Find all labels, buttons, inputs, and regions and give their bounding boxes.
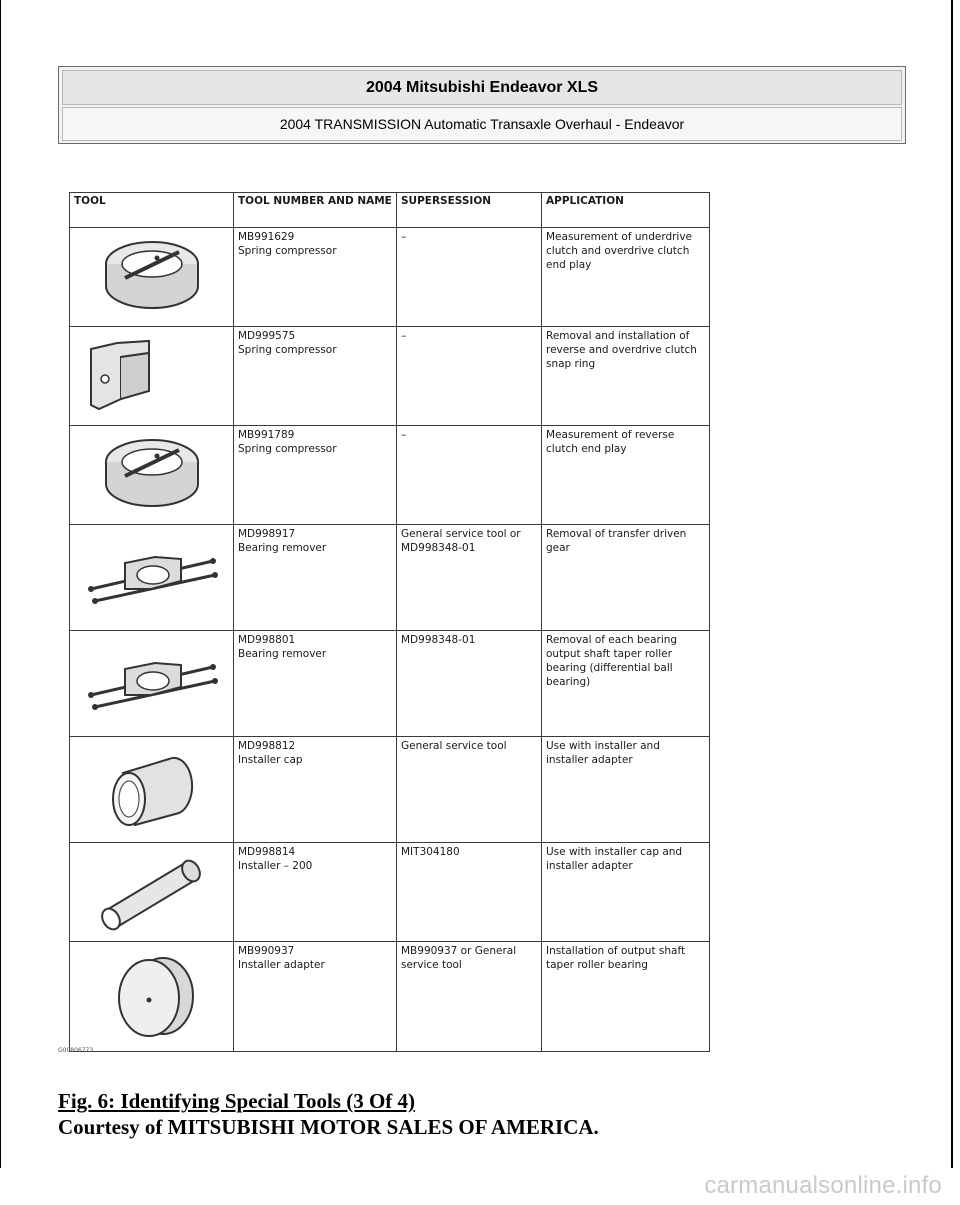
section-subtitle: 2004 TRANSMISSION Automatic Transaxle Overhaul - Endeavor xyxy=(62,107,902,141)
figure-code: G00806773 xyxy=(58,1047,94,1054)
figure-caption xyxy=(58,1088,599,1140)
supersession-cell: – xyxy=(397,327,542,426)
table-row xyxy=(70,631,710,737)
tool-name: Installer cap xyxy=(238,754,303,766)
tool-number: MB990937 xyxy=(238,945,295,957)
tool-number: MB991789 xyxy=(238,429,295,441)
tool-number: MD998812 xyxy=(238,740,296,752)
application-cell: Measurement of reverse clutch end play xyxy=(542,426,710,525)
tool-number-cell xyxy=(234,426,397,525)
table-row xyxy=(70,426,710,525)
tool-number-cell xyxy=(234,843,397,942)
tool-name: Installer adapter xyxy=(238,959,325,971)
table-row xyxy=(70,843,710,942)
column-header-tool-number: TOOL NUMBER AND NAME xyxy=(234,193,397,228)
tool-number: MD998801 xyxy=(238,634,296,646)
table-row xyxy=(70,228,710,327)
tool-image-cell xyxy=(70,426,234,525)
supersession-cell: MIT304180 xyxy=(397,843,542,942)
bracket-icon xyxy=(77,410,227,422)
bearing-remover-icon xyxy=(77,612,227,624)
supersession-cell: General service tool xyxy=(397,737,542,843)
figure-title: Fig. 6: Identifying Special Tools (3 Of 4) xyxy=(58,1089,416,1113)
table-row xyxy=(70,327,710,426)
tool-number-cell xyxy=(234,327,397,426)
bearing-remover-icon xyxy=(77,718,227,730)
page-right-border xyxy=(951,0,953,1168)
application-cell: Use with installer cap and installer adapter xyxy=(542,843,710,942)
tool-name: Bearing remover xyxy=(238,648,327,660)
special-tools-figure xyxy=(58,182,714,1062)
tool-name: Installer – 200 xyxy=(238,860,313,872)
table-row xyxy=(70,737,710,843)
tool-number: MD998814 xyxy=(238,846,296,858)
tool-number: MB991629 xyxy=(238,231,295,243)
table-header-row xyxy=(70,193,710,228)
cylinder-ring-icon xyxy=(77,311,227,323)
installer-cap-icon xyxy=(77,824,227,836)
tool-image-cell xyxy=(70,737,234,843)
supersession-cell: General service tool or MD998348-01 xyxy=(397,525,542,631)
application-cell: Measurement of underdrive clutch and overdrive clutch end play xyxy=(542,228,710,327)
watermark-text: carmanualsonline.info xyxy=(704,1172,942,1199)
vehicle-title: 2004 Mitsubishi Endeavor XLS xyxy=(62,70,902,105)
tool-image-cell xyxy=(70,327,234,426)
application-cell: Removal of each bearing output shaft taper roller bearing (differential ball bearing) xyxy=(542,631,710,737)
table-row xyxy=(70,525,710,631)
application-cell: Installation of output shaft taper roller bearing xyxy=(542,942,710,1052)
tool-number: MD998917 xyxy=(238,528,296,540)
tool-image-cell xyxy=(70,942,234,1052)
installer-tube-icon xyxy=(77,926,227,938)
page-left-border xyxy=(0,0,1,1168)
tool-number-cell xyxy=(234,525,397,631)
installer-adapter-icon xyxy=(77,1031,227,1043)
table-row xyxy=(70,942,710,1052)
tool-name: Bearing remover xyxy=(238,542,327,554)
special-tools-table xyxy=(69,192,710,1052)
supersession-cell: MD998348-01 xyxy=(397,631,542,737)
tool-number-cell xyxy=(234,228,397,327)
tool-image-cell xyxy=(70,631,234,737)
tool-image-cell xyxy=(70,843,234,942)
watermark-bar xyxy=(0,1168,960,1205)
supersession-cell: – xyxy=(397,426,542,525)
tool-name: Spring compressor xyxy=(238,443,337,455)
tool-number-cell xyxy=(234,631,397,737)
tool-name: Spring compressor xyxy=(238,344,337,356)
cylinder-ring-icon xyxy=(77,509,227,521)
tool-name: Spring compressor xyxy=(238,245,337,257)
application-cell: Use with installer and installer adapter xyxy=(542,737,710,843)
figure-credit: Courtesy of MITSUBISHI MOTOR SALES OF AMERICA. xyxy=(58,1115,599,1139)
column-header-application: APPLICATION xyxy=(542,193,710,228)
tool-number-cell xyxy=(234,942,397,1052)
application-cell: Removal and installation of reverse and overdrive clutch snap ring xyxy=(542,327,710,426)
supersession-cell: MB990937 or General service tool xyxy=(397,942,542,1052)
tool-image-cell xyxy=(70,525,234,631)
supersession-cell: – xyxy=(397,228,542,327)
tool-number: MD999575 xyxy=(238,330,296,342)
application-cell: Removal of transfer driven gear xyxy=(542,525,710,631)
column-header-supersession: SUPERSESSION xyxy=(397,193,542,228)
column-header-tool: TOOL xyxy=(70,193,234,228)
tool-number-cell xyxy=(234,737,397,843)
document-header xyxy=(58,66,906,144)
tool-image-cell xyxy=(70,228,234,327)
